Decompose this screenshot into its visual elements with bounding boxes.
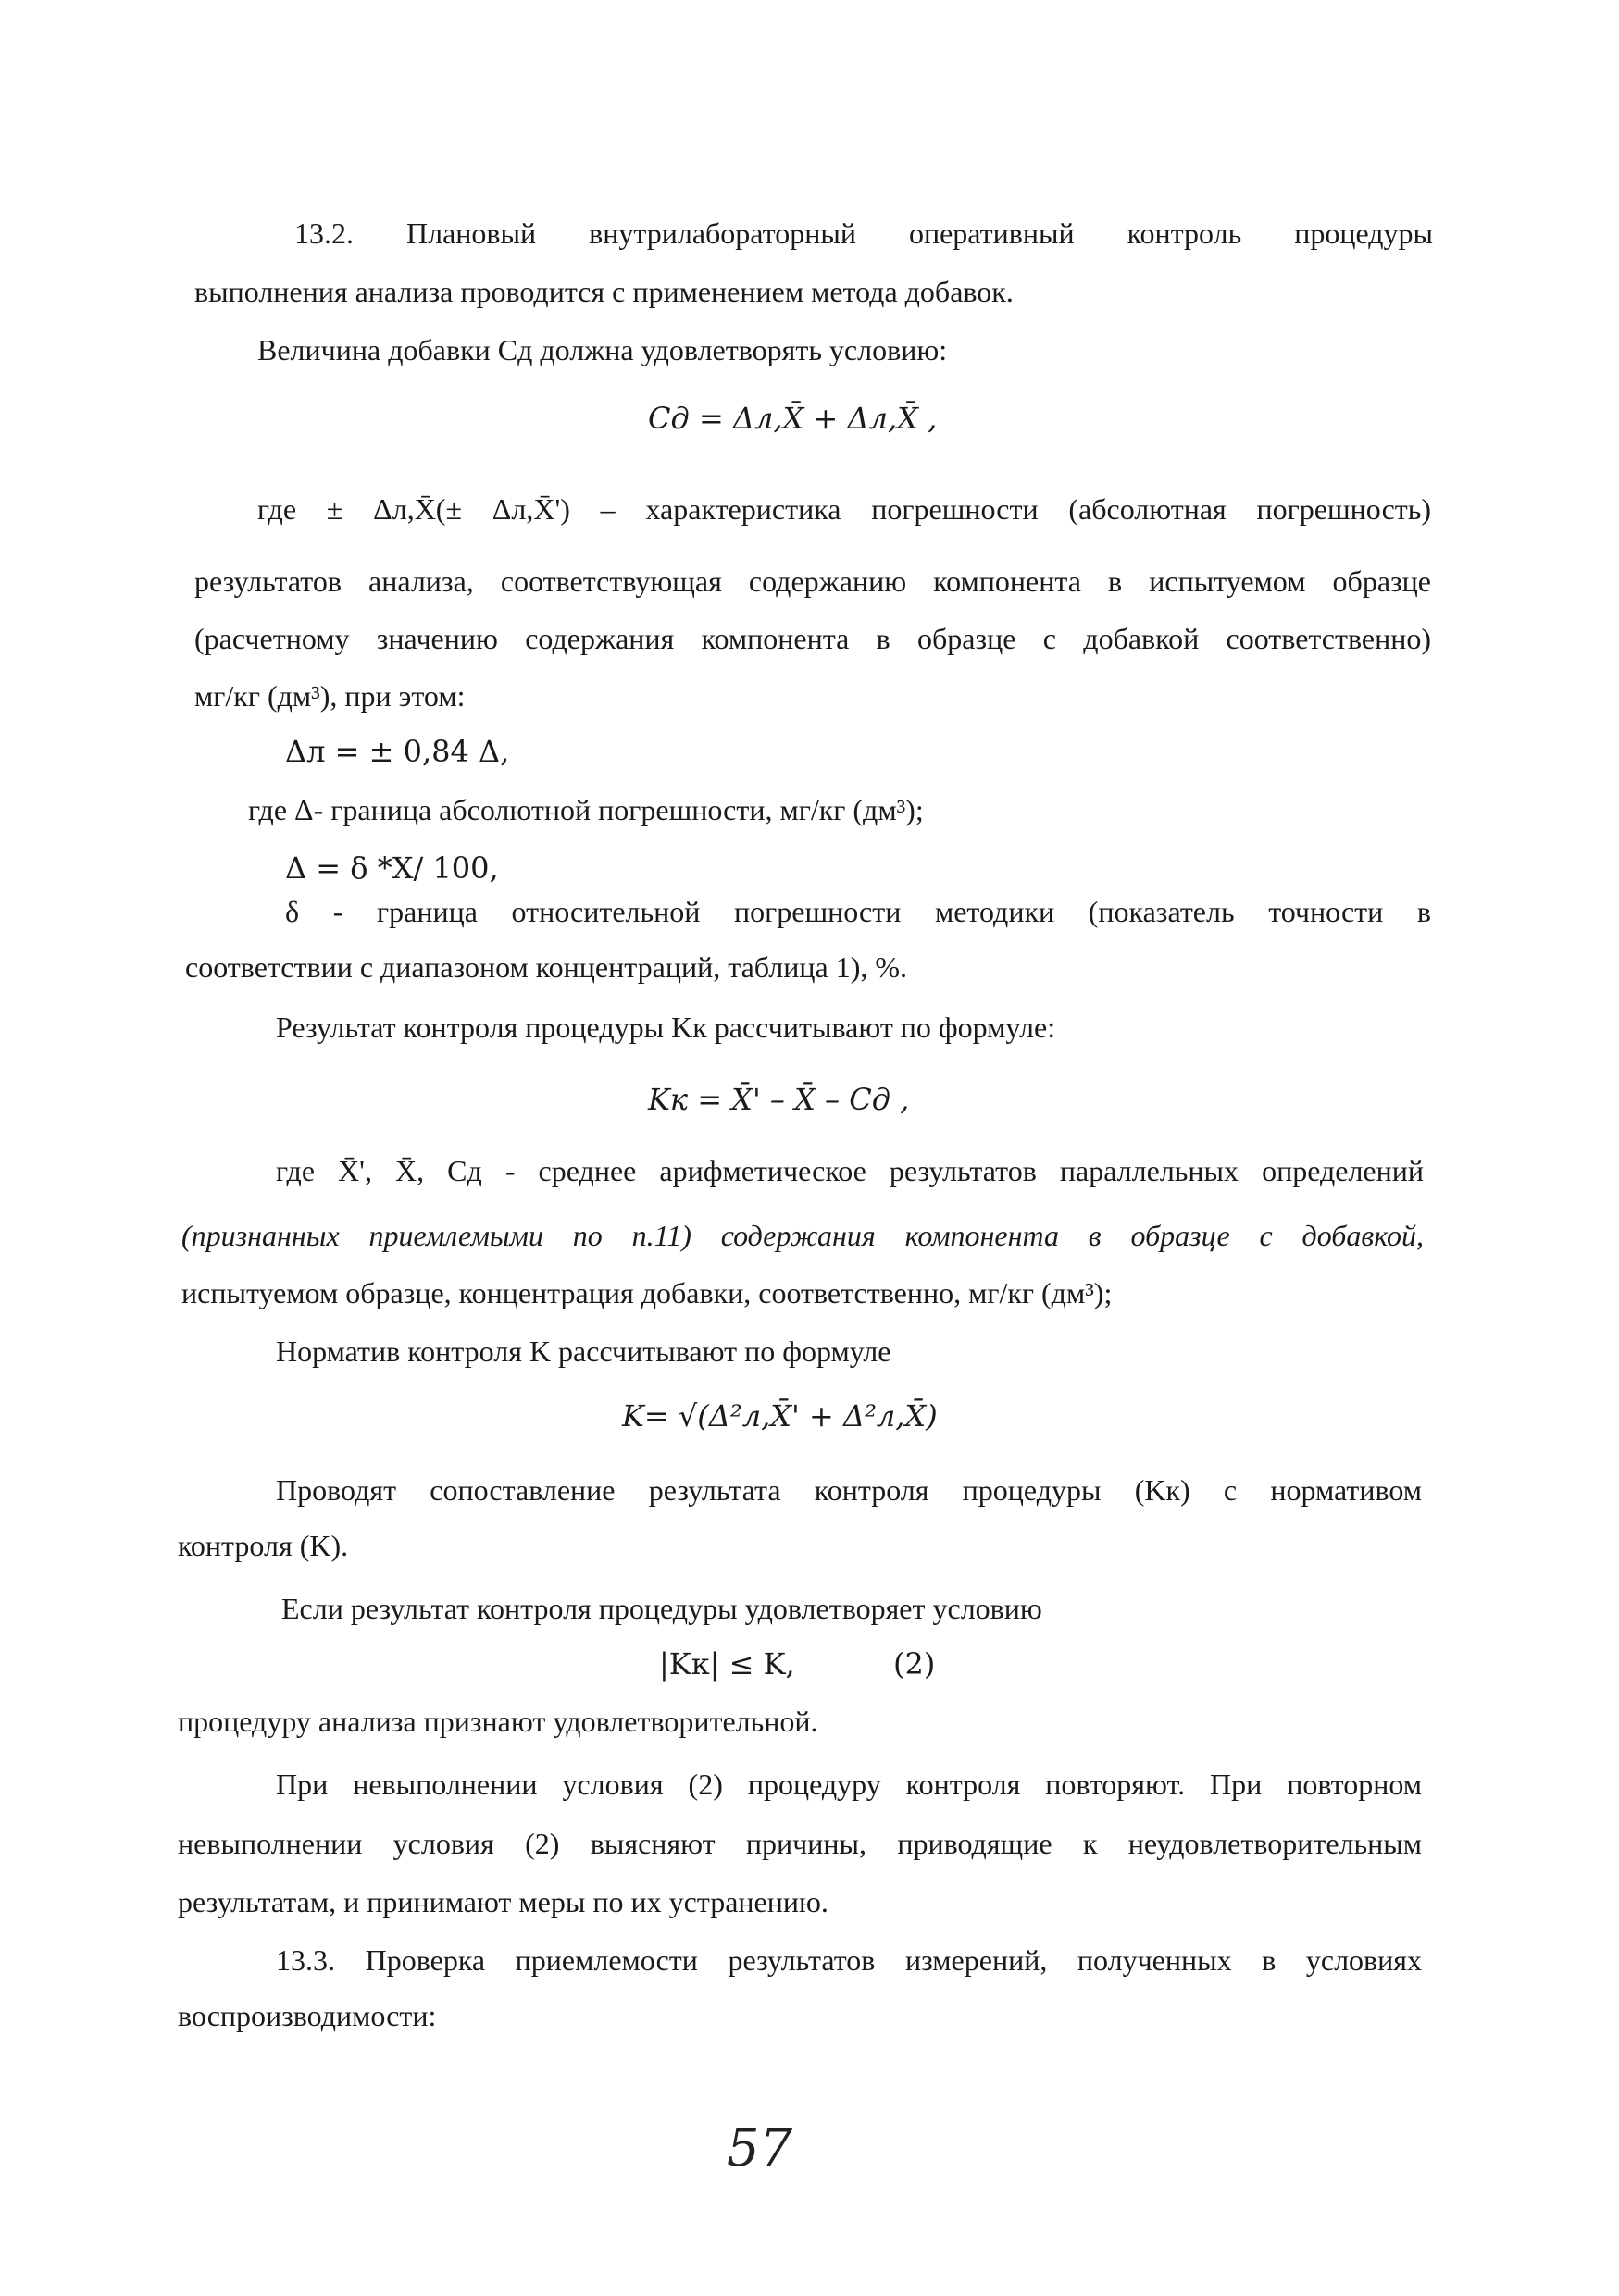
where-delta-line3: (расчетному значению содержания компонента в образце с добавкой соответственно) [194,622,1431,655]
repeat-line1: При невыполнении условия (2) процедуру контроля повторяют. При повторном [276,1768,1422,1801]
formula-delta: Δ = δ *X/ 100, [285,850,499,886]
formula-condition-number: (2) [893,1646,936,1682]
satisfactory-text: процедуру анализа признают удовлетворительной. [178,1705,818,1738]
where-delta-line4: мг/кг (дм³), при этом: [194,679,466,713]
where-delta-line1: где ± Δл,X̄(± Δл,X̄') – характеристика погрешности (абсолютная погрешность) [257,492,1431,526]
norm-intro: Норматив контроля K рассчитывают по формуле [276,1334,891,1368]
delta-relative-line1: δ - граница относительной погрешности методики (показатель точности в [285,895,1431,928]
where-means-line2: (признанных приемлемыми по п.11) содержания компонента в образце с добавкой, [181,1219,1424,1252]
addition-condition-intro: Величина добавки Cд должна удовлетворять условию: [257,333,948,366]
control-result-intro: Результат контроля процедуры Kк рассчитывают по формуле: [276,1011,1056,1044]
compare-line2: контроля (K). [178,1529,349,1562]
condition-intro: Если результат контроля процедуры удовлетворяет условию [281,1592,1042,1625]
delta-definition: где Δ- граница абсолютной погрешности, мг/кг (дм³); [248,793,924,826]
where-means-line3: испытуемом образце, концентрация добавки, соответственно, мг/кг (дм³); [181,1276,1113,1309]
where-delta-line2: результатов анализа, соответствующая содержанию компонента в испытуемом образце [194,565,1431,598]
formula-addition: Cд = Δл,X̄ + Δл,X̄ , [648,401,938,436]
repeat-line3: результатам, и принимают меры по их устранению. [178,1885,828,1918]
para-13-3-line2: воспроизводимости: [178,1999,437,2032]
formula-norm: K= √(Δ²л,X̄' + Δ²л,X̄) [622,1398,938,1433]
repeat-line2: невыполнении условия (2) выясняют причины, приводящие к неудовлетворительным [178,1827,1422,1860]
formula-delta-l: Δл = ± 0,84 Δ, [285,734,510,769]
page-number: 57 [727,2118,793,2178]
para-13-2-line2: выполнения анализа проводится с применением метода добавок. [194,275,1014,308]
delta-relative-line2: соответствии с диапазоном концентраций, таблица 1), %. [185,950,907,984]
formula-kk: Kк = X̄' – X̄ – Cд , [648,1082,910,1117]
para-13-3-line1: 13.3. Проверка приемлемости результатов измерений, полученных в условиях [276,1943,1422,1977]
para-13-2-line1: 13.2. Плановый внутрилабораторный оперативный контроль процедуры [294,217,1433,250]
where-means-line1: где X̄', X̄, Cд - среднее арифметическое результатов параллельных определений [276,1154,1424,1187]
formula-condition: |Kк| ≤ K, [659,1646,795,1682]
compare-line1: Проводят сопоставление результата контроля процедуры (Kк) с нормативом [276,1473,1422,1507]
